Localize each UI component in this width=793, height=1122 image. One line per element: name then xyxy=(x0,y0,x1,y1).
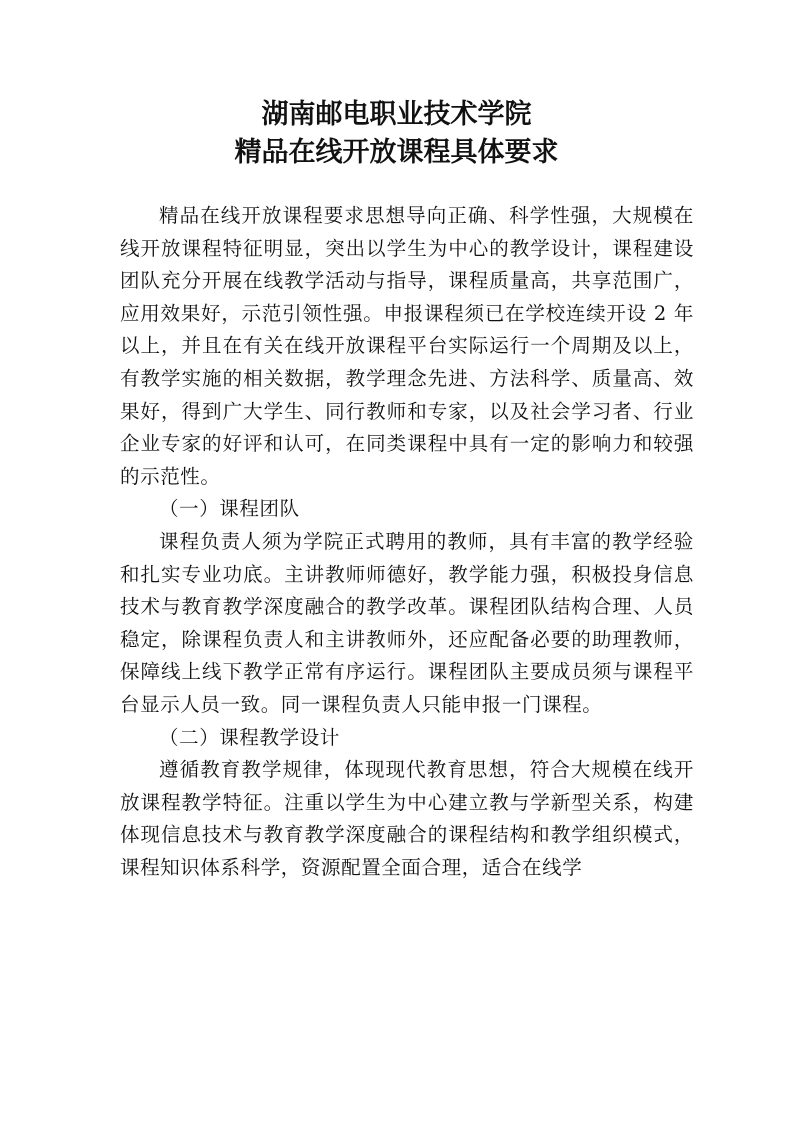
title-line-1: 湖南邮电职业技术学院 xyxy=(261,99,532,130)
intro-paragraph: 精品在线开放课程要求思想导向正确、科学性强，大规模在线开放课程特征明显，突出以学生为中心的教学设计，课程建设团队充分开展在线教学活动与指导，课程质量高，共享范围广，应用效果好，示范引领性强。申报课程须已在学校连续开设 2 年以上，并且在有关在线开放课程平台实际运行一个周期及以上，有教学实施的相关数据，教学理念先进、方法科学、质量高、效果好，得到广大学生、同行教师和专家，以及社会学习者、行业企业专家的好评和认可，在同类课程中具有一定的影响力和较强的示范性。 xyxy=(120,204,694,488)
document-title xyxy=(0,96,793,172)
title-line-2: 精品在线开放课程具体要求 xyxy=(234,137,559,168)
section-paragraph-design: 遵循教育教学规律，体现现代教育思想，符合大规模在线开放课程教学特征。注重以学生为中心建立教与学新型关系，构建体现信息技术与教育教学深度融合的课程结构和教学组织模式，课程知识体系科学，资源配置全面合理，适合在线学 xyxy=(120,758,694,879)
section-heading-design: （二）课程教学设计 xyxy=(159,725,340,749)
section-heading-team: （一）课程团队 xyxy=(159,497,300,521)
document-body xyxy=(120,200,694,884)
section-paragraph-team: 课程负责人须为学院正式聘用的教师，具有丰富的教学经验和扎实专业功底。主讲教师师德好，教学能力强，积极投身信息技术与教育教学深度融合的教学改革。课程团队结构合理、人员稳定，除课程负责人和主讲教师外，还应配备必要的助理教师，保障线上线下教学正常有序运行。课程团队主要成员须与课程平台显示人员一致。同一课程负责人只能申报一门课程。 xyxy=(120,529,694,716)
